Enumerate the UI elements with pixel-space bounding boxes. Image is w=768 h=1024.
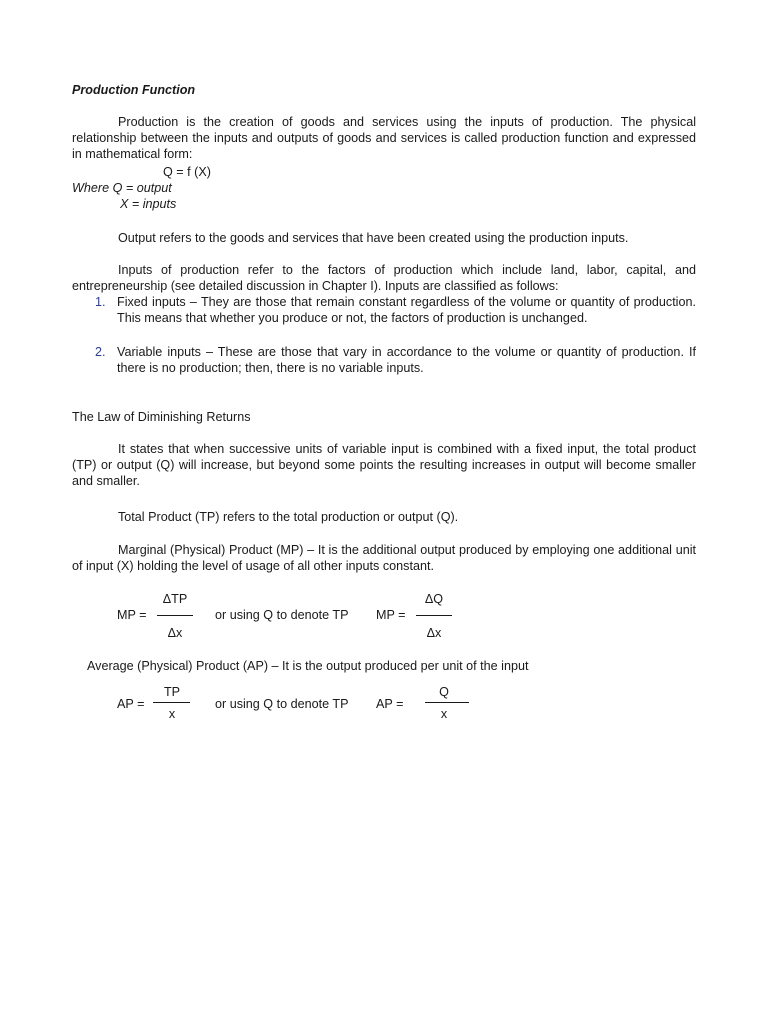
ap-denominator: x bbox=[168, 707, 176, 721]
mp-denominator: Δx bbox=[167, 626, 183, 640]
ap-alt-numerator: Q bbox=[439, 685, 449, 699]
ap-numerator: TP bbox=[163, 685, 181, 699]
paragraph-text: It states that when successive units of variable input is combined with a fixed input, the total product (TP) or output (Q) will increase, but beyond some points the resulting increases in output will become smaller and smaller. bbox=[72, 442, 696, 489]
paragraph-text: Inputs of production refer to the factors of production which include land, labor, capital, and entrepreneurship (see detailed discussion in Chapter I). Inputs are classified as follows: bbox=[72, 263, 696, 294]
mp-alt-denominator: Δx bbox=[426, 626, 442, 640]
section-title: Production Function bbox=[72, 83, 196, 97]
where-q-output: Where Q = output bbox=[72, 181, 172, 195]
ap-alt-note: or using Q to denote TP bbox=[215, 697, 349, 711]
list-number: 1. bbox=[95, 295, 106, 309]
fraction-bar bbox=[153, 702, 190, 703]
list-item-text: Variable inputs – These are those that vary in accordance to the volume or quantity of production. If there is no production; then, there is no variable inputs. bbox=[117, 345, 696, 376]
paragraph-marginal-product bbox=[72, 542, 696, 574]
ap-alt-denominator: x bbox=[440, 707, 448, 721]
mp-alt-numerator: ΔQ bbox=[424, 592, 444, 606]
paragraph-production-definition bbox=[72, 114, 696, 163]
paragraph-inputs-definition bbox=[72, 262, 696, 294]
paragraph-law-statement bbox=[72, 441, 696, 490]
paragraph-text: Output refers to the goods and services that have been created using the production inputs. bbox=[118, 231, 629, 245]
where-x-inputs: X = inputs bbox=[120, 197, 177, 211]
production-formula: Q = f (X) bbox=[163, 165, 211, 179]
fraction-bar bbox=[425, 702, 469, 703]
paragraph-average-product: Average (Physical) Product (AP) – It is the output produced per unit of the input bbox=[87, 659, 529, 673]
law-heading: The Law of Diminishing Returns bbox=[72, 410, 251, 424]
paragraph-total-product bbox=[72, 509, 696, 525]
mp-lhs: MP = bbox=[117, 608, 147, 622]
paragraph-text: Total Product (TP) refers to the total production or output (Q). bbox=[118, 510, 459, 524]
paragraph-text: Production is the creation of goods and services using the inputs of production. The physical relationship between the inputs and outputs of goods and services is called production function and expressed in mathematical form: bbox=[72, 115, 696, 162]
paragraph-output-definition bbox=[72, 230, 696, 246]
list-item-text: Fixed inputs – They are those that remain constant regardless of the volume or quantity of production. This means that whether you produce or not, the factors of production is unchanged. bbox=[117, 295, 696, 326]
paragraph-text: Marginal (Physical) Product (MP) – It is the additional output produced by employing one additional unit of input (X) holding the level of usage of all other inputs constant. bbox=[72, 543, 696, 574]
ap-lhs-alt: AP = bbox=[376, 697, 404, 711]
mp-lhs-alt: MP = bbox=[376, 608, 406, 622]
mp-numerator: ΔTP bbox=[162, 592, 188, 606]
fraction-bar bbox=[416, 615, 452, 616]
ap-lhs: AP = bbox=[117, 697, 145, 711]
list-number: 2. bbox=[95, 345, 106, 359]
mp-alt-note: or using Q to denote TP bbox=[215, 608, 349, 622]
fraction-bar bbox=[157, 615, 193, 616]
